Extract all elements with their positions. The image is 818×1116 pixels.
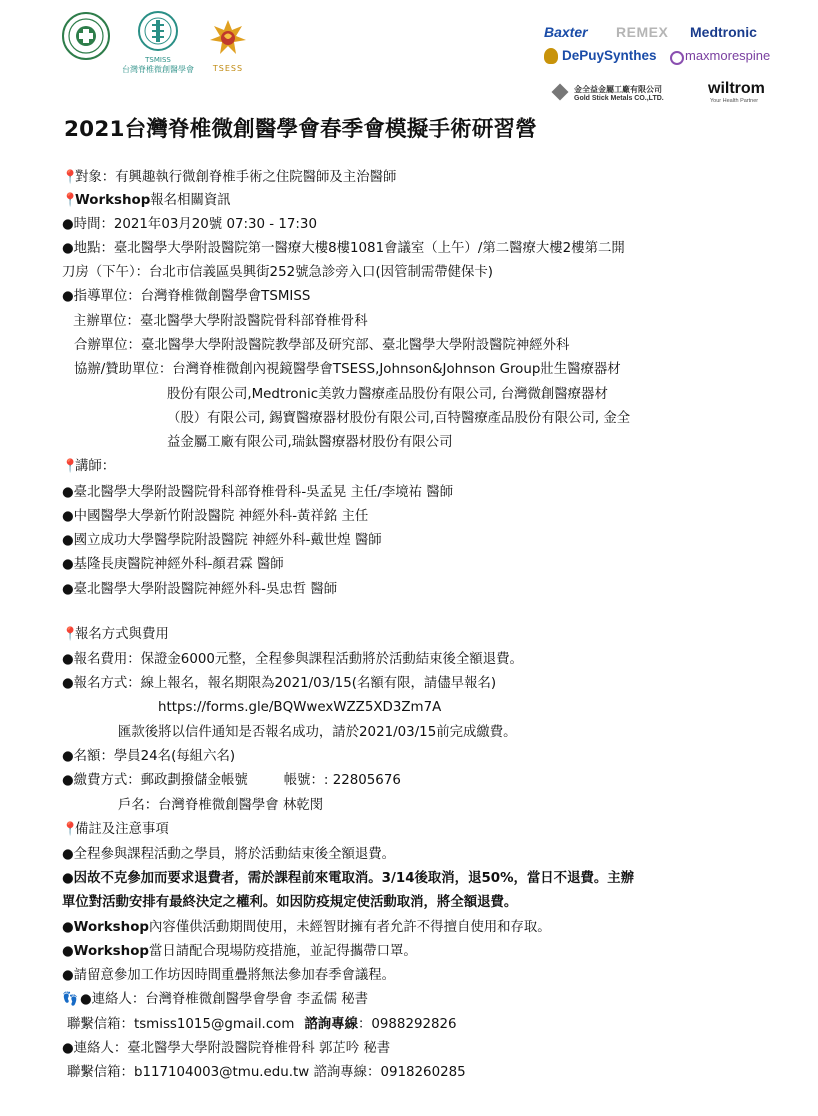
notes-heading: 📍備註及注意事項 (62, 820, 169, 840)
page-title: 2021台灣脊椎微創醫學會春季會模擬手術研習營 (64, 117, 537, 142)
maxmore-icon (670, 51, 684, 65)
contact-line-2: ●連絡人：臺北醫學大學附設醫院脊椎骨科 郭芷吟 秘書 (62, 1041, 391, 1056)
co-organizer-line: 合辦單位：臺北醫學大學附設醫院教學部及研究部、臺北醫學大學附設醫院神經外科 (74, 338, 570, 353)
remex-logo: REMEX (616, 24, 669, 40)
workshop-info-heading: 📍Workshop報名相關資訊 (62, 191, 231, 211)
sponsor-line-2: 股份有限公司,Medtronic美敦力醫療產品股份有限公司, 台灣微創醫療器材 (167, 387, 608, 402)
wiltrom-tagline: Your Health Partner (710, 98, 759, 104)
lecturer-item: ●基隆長庚醫院神經外科-顏君霖 醫師 (62, 557, 284, 572)
depuy-icon (544, 48, 558, 64)
registration-method-line: ●報名方式：線上報名，報名期限為2021/03/15(名額有限，請儘早報名) (62, 676, 497, 691)
sponsor-logos (544, 24, 804, 108)
contact-email-1: 聯繫信箱：tsmiss1015@gmail.com 諮詢專線：0988292826 (67, 1017, 457, 1032)
seal-logo (62, 12, 110, 64)
note-item-cont: 單位對活動安排有最終決定之權利。如因防疫規定使活動取消，將全額退費。 (62, 895, 518, 910)
pin-icon: 📍 (62, 822, 79, 837)
tsess-logo (204, 16, 252, 74)
time-line: ●時間：2021年03月20號 07:30 - 17:30 (62, 217, 317, 232)
payment-notice: 匯款後將以信件通知是否報名成功，請於2021/03/15前完成繳費。 (118, 725, 517, 740)
goldstick-english: Gold Stick Metals CO.,LTD. (574, 95, 664, 102)
maxmore-logo: maxmorespine (685, 48, 771, 63)
note-item: ●Workshop當日請配合現場防疫措施，並記得攜帶口罩。 (62, 944, 417, 959)
account-name-line: 戶名：台灣脊椎微創醫學會 林乾閔 (118, 798, 324, 813)
fee-line: ●報名費用：保證金6000元整，全程參與課程活動將於活動結束後全額退費。 (62, 652, 523, 667)
registration-heading: 📍報名方式與費用 (62, 625, 169, 645)
registration-link[interactable]: https://forms.gle/BQWwexWZZ5XD3Zm7A (158, 700, 442, 715)
tsmiss-name: 台灣脊椎微創醫學會 (122, 65, 194, 74)
lecturer-item: ●臺北醫學大學附設醫院神經外科-吳忠哲 醫師 (62, 582, 338, 597)
wiltrom-logo: wiltrom (708, 80, 765, 97)
pin-icon: 📍 (62, 459, 79, 474)
depuy-logo: DePuySynthes (562, 48, 657, 63)
location-line-cont: 刀房（下午）：台北市信義區吳興街252號急診旁入口(因管制需帶健保卡) (62, 265, 494, 280)
email-link[interactable]: 聯繫信箱：tsmiss1015@gmail.com (67, 1017, 295, 1032)
location-line: ●地點：臺北醫學大學附設醫院第一醫療大樓8樓1081會議室（上午）/第二醫療大樓2樓第二開 (62, 241, 625, 256)
audience-line: 📍對象：有興趣執行微創脊椎手術之住院醫師及主治醫師 (62, 168, 396, 188)
lecturer-item: ●國立成功大學醫學院附設醫院 神經外科-戴世煌 醫師 (62, 533, 382, 548)
tsmiss-logo (118, 10, 198, 75)
note-item: ●因故不克參加而要求退費者，需於課程前來電取消。3/14後取消，退50%，當日不退費。主辦 (62, 871, 635, 886)
baxter-logo: Baxter (544, 24, 588, 40)
note-item: ●請留意參加工作坊因時間重疊將無法參加春季會議程。 (62, 968, 396, 983)
quota-line: ●名額：學員24名(每組六名) (62, 749, 236, 764)
lecturer-item: ●臺北醫學大學附設醫院骨科部脊椎骨科-吳孟晃 主任/李境祐 醫師 (62, 485, 454, 500)
contact-line-1: 👣 ●連絡人：台灣脊椎微創醫學會學會 李孟儒 秘書 (62, 990, 368, 1010)
advisor-line: ●指導單位：台灣脊椎微創醫學會TSMISS (62, 289, 311, 304)
sponsor-line: 協辦/贊助單位：台灣脊椎微創內視鏡醫學會TSESS,Johnson&Johnson Group壯生醫療器材 (74, 362, 621, 377)
footprints-icon: 👣 (62, 992, 79, 1007)
goldstick-name: 金全益金屬工廠有限公司 (574, 85, 662, 94)
tsess-label: TSESS (212, 64, 244, 73)
note-item: ●Workshop內容僅供活動期間使用，未經智財擁有者允許不得擅自使用和存取。 (62, 920, 551, 935)
goldstick-icon (552, 84, 569, 101)
pin-icon: 📍 (62, 193, 79, 208)
medtronic-logo: Medtronic (690, 24, 757, 40)
contact-email-2: 聯繫信箱：b117104003@tmu.edu.tw 諮詢專線：0918260285 (67, 1065, 466, 1080)
pin-icon: 📍 (62, 627, 79, 642)
tsmiss-label: TSMISS (145, 56, 171, 64)
sponsor-line-4: 益金屬工廠有限公司,瑞鈦醫療器材股份有限公司 (167, 435, 453, 450)
sponsor-line-3: （股）有限公司, 錫寶醫療器材股份有限公司,百特醫療產品股份有限公司, 金全 (167, 411, 631, 426)
note-item: ●全程參與課程活動之學員，將於活動結束後全額退費。 (62, 847, 396, 862)
payment-method-line: ●繳費方式：郵政劃撥儲金帳號 帳號：: 22805676 (62, 773, 401, 788)
organizer-line: 主辦單位：臺北醫學大學附設醫院骨科部脊椎骨科 (73, 314, 368, 329)
lecturer-item: ●中國醫學大學新竹附設醫院 神經外科-黃祥銘 主任 (62, 509, 369, 524)
lecturers-heading: 📍講師： (62, 457, 115, 477)
pin-icon: 📍 (62, 170, 79, 185)
